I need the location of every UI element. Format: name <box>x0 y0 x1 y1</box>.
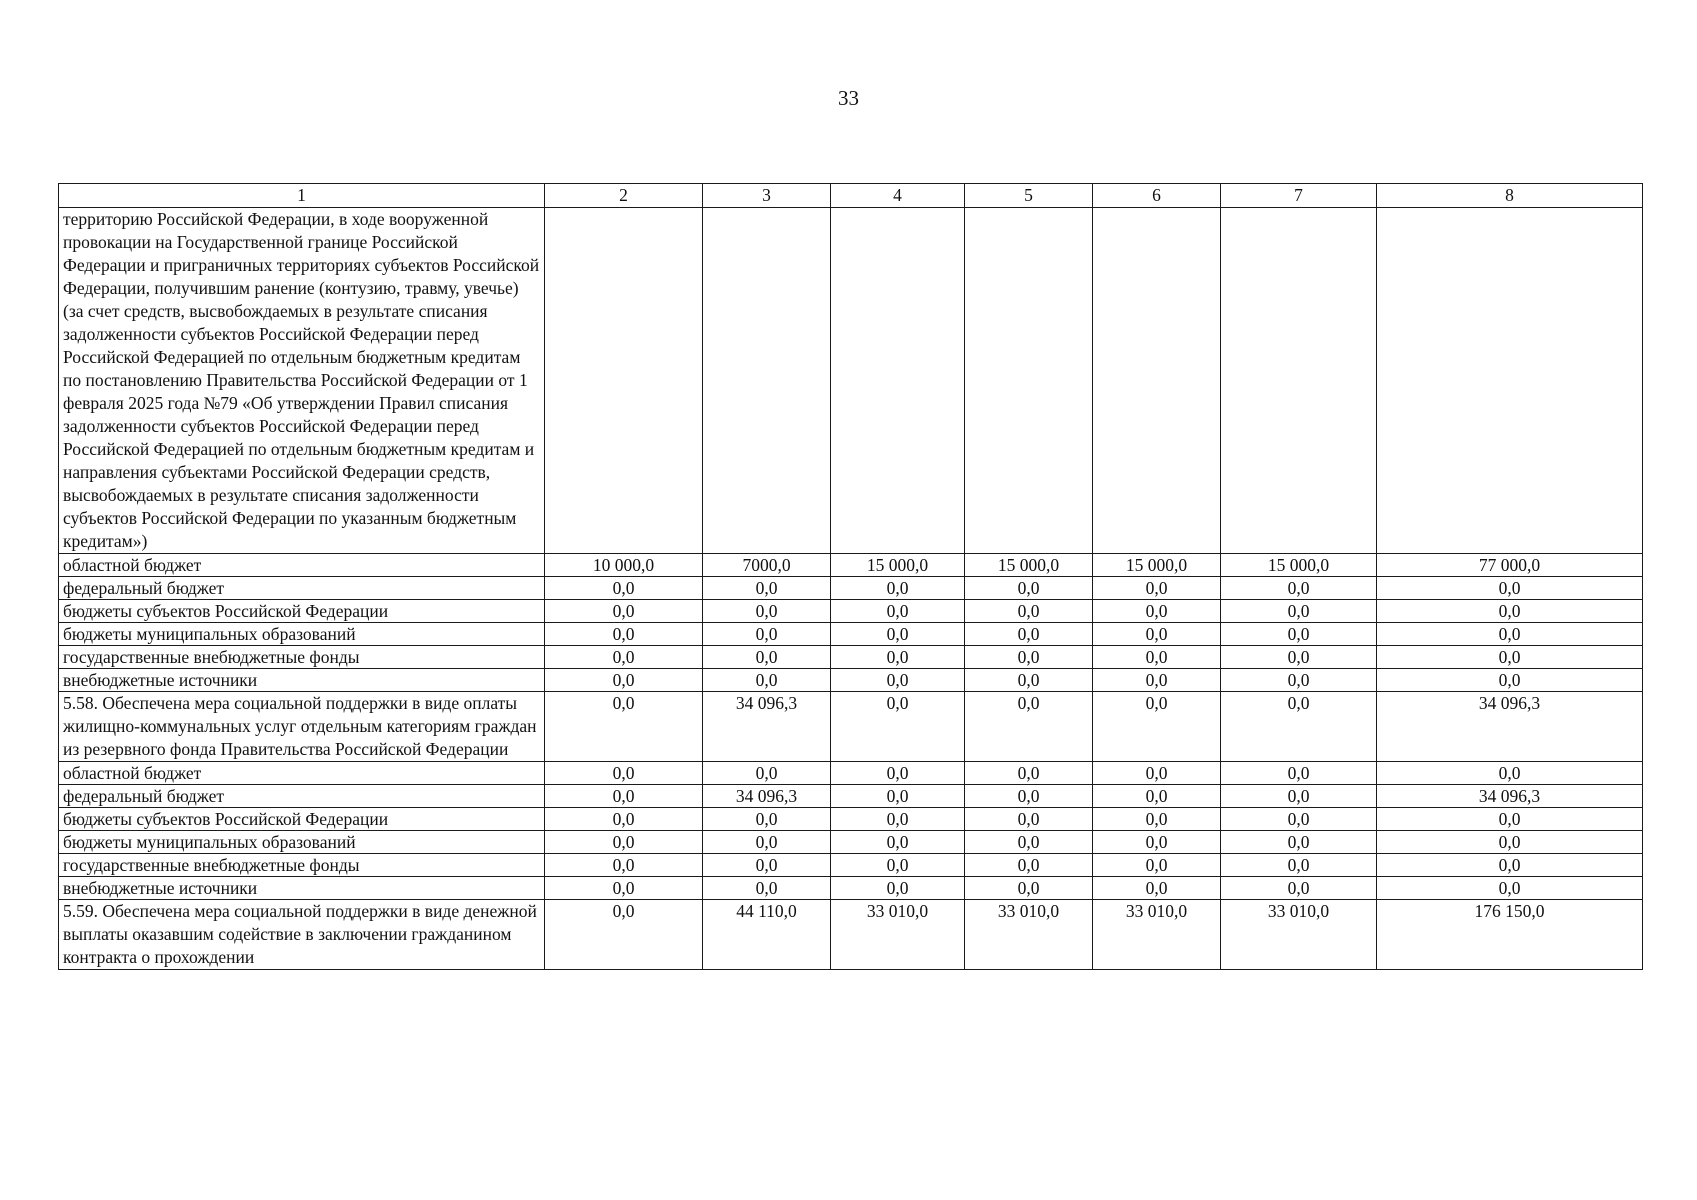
value-cell-col-6: 0,0 <box>1093 623 1221 646</box>
value-cell-col-2: 0,0 <box>545 646 703 669</box>
measure-description: территорию Российской Федерации, в ходе вооруженной провокации на Государственной границе Российской Федерации и приграничных территориях субъектов Российской Федерации, получившим ранение (контузию, травму, увечье) (за счет средств, высвобождаемых в результате списания задолженности субъектов Российской Федерации перед Российской Федерацией по отдельным бюджетным кредитам по постановлению Правительства Российской Федерации от 1 февраля 2025 года №79 «Об утверждении Правил списания задолженности субъектов Российской Федерации перед Российской Федерацией по отдельным бюджетным кредитам и направления субъектами Российской Федерации средств, высвобождаемых в результате списания задолженности субъектов Российской Федерации по указанным бюджетным кредитам») <box>59 208 545 554</box>
measure-description: 5.59. Обеспечена мера социальной поддержки в виде денежной выплаты оказавшим содействие в заключении гражданином контракта о прохождении <box>59 900 545 970</box>
table-header <box>59 184 1643 208</box>
value-cell-col-8 <box>1377 208 1643 554</box>
value-cell-col-6: 0,0 <box>1093 831 1221 854</box>
value-cell-col-8: 0,0 <box>1377 831 1643 854</box>
value-cell-col-4: 0,0 <box>831 669 965 692</box>
value-cell-col-3: 0,0 <box>703 669 831 692</box>
value-cell-col-6: 0,0 <box>1093 808 1221 831</box>
column-header-1: 1 <box>59 184 545 208</box>
value-cell-col-3: 0,0 <box>703 808 831 831</box>
table-row-source <box>59 669 1643 692</box>
table-row-source <box>59 577 1643 600</box>
value-cell-col-2: 0,0 <box>545 623 703 646</box>
value-cell-col-6: 0,0 <box>1093 785 1221 808</box>
funding-source-label: бюджеты муниципальных образований <box>59 831 545 854</box>
value-cell-col-5: 0,0 <box>965 762 1093 785</box>
value-cell-col-8: 0,0 <box>1377 808 1643 831</box>
value-cell-col-7: 0,0 <box>1221 577 1377 600</box>
value-cell-col-5: 0,0 <box>965 669 1093 692</box>
value-cell-col-5: 0,0 <box>965 646 1093 669</box>
value-cell-col-4: 0,0 <box>831 600 965 623</box>
table-row-measure <box>59 208 1643 554</box>
table-row-source <box>59 623 1643 646</box>
column-header-3: 3 <box>703 184 831 208</box>
value-cell-col-7: 0,0 <box>1221 831 1377 854</box>
table-row-source <box>59 808 1643 831</box>
header-row <box>59 184 1643 208</box>
budget-table <box>58 183 1643 970</box>
value-cell-col-8: 34 096,3 <box>1377 692 1643 762</box>
value-cell-col-3: 44 110,0 <box>703 900 831 970</box>
value-cell-col-4: 0,0 <box>831 785 965 808</box>
funding-source-label: бюджеты субъектов Российской Федерации <box>59 600 545 623</box>
value-cell-col-7: 0,0 <box>1221 877 1377 900</box>
value-cell-col-7: 0,0 <box>1221 646 1377 669</box>
value-cell-col-2: 0,0 <box>545 808 703 831</box>
value-cell-col-4: 0,0 <box>831 854 965 877</box>
value-cell-col-8: 0,0 <box>1377 854 1643 877</box>
value-cell-col-4 <box>831 208 965 554</box>
value-cell-col-6: 33 010,0 <box>1093 900 1221 970</box>
value-cell-col-7: 0,0 <box>1221 762 1377 785</box>
value-cell-col-3: 0,0 <box>703 646 831 669</box>
measure-description: 5.58. Обеспечена мера социальной поддержки в виде оплаты жилищно-коммунальных услуг отдельным категориям граждан из резервного фонда Правительства Российской Федерации <box>59 692 545 762</box>
value-cell-col-6 <box>1093 208 1221 554</box>
value-cell-col-7 <box>1221 208 1377 554</box>
value-cell-col-5: 0,0 <box>965 854 1093 877</box>
value-cell-col-2: 0,0 <box>545 600 703 623</box>
value-cell-col-6: 0,0 <box>1093 577 1221 600</box>
value-cell-col-7: 0,0 <box>1221 669 1377 692</box>
funding-source-label: бюджеты субъектов Российской Федерации <box>59 808 545 831</box>
value-cell-col-3: 34 096,3 <box>703 692 831 762</box>
funding-source-label: областной бюджет <box>59 554 545 577</box>
value-cell-col-3: 0,0 <box>703 623 831 646</box>
value-cell-col-2: 0,0 <box>545 831 703 854</box>
value-cell-col-5: 0,0 <box>965 808 1093 831</box>
table-row-source <box>59 785 1643 808</box>
value-cell-col-3: 0,0 <box>703 577 831 600</box>
value-cell-col-8: 0,0 <box>1377 762 1643 785</box>
value-cell-col-2: 0,0 <box>545 900 703 970</box>
column-header-5: 5 <box>965 184 1093 208</box>
value-cell-col-6: 0,0 <box>1093 877 1221 900</box>
value-cell-col-7: 0,0 <box>1221 785 1377 808</box>
value-cell-col-5: 0,0 <box>965 600 1093 623</box>
table-row-source <box>59 831 1643 854</box>
value-cell-col-5: 15 000,0 <box>965 554 1093 577</box>
value-cell-col-5 <box>965 208 1093 554</box>
value-cell-col-7: 0,0 <box>1221 854 1377 877</box>
value-cell-col-2: 0,0 <box>545 785 703 808</box>
value-cell-col-4: 0,0 <box>831 877 965 900</box>
value-cell-col-6: 0,0 <box>1093 600 1221 623</box>
table-row-source <box>59 646 1643 669</box>
funding-source-label: внебюджетные источники <box>59 877 545 900</box>
value-cell-col-3: 0,0 <box>703 877 831 900</box>
value-cell-col-4: 33 010,0 <box>831 900 965 970</box>
value-cell-col-3: 0,0 <box>703 762 831 785</box>
funding-source-label: бюджеты муниципальных образований <box>59 623 545 646</box>
value-cell-col-4: 0,0 <box>831 762 965 785</box>
value-cell-col-3: 7000,0 <box>703 554 831 577</box>
value-cell-col-7: 0,0 <box>1221 808 1377 831</box>
value-cell-col-5: 33 010,0 <box>965 900 1093 970</box>
value-cell-col-8: 34 096,3 <box>1377 785 1643 808</box>
value-cell-col-2: 10 000,0 <box>545 554 703 577</box>
value-cell-col-3 <box>703 208 831 554</box>
value-cell-col-3: 0,0 <box>703 854 831 877</box>
value-cell-col-8: 0,0 <box>1377 577 1643 600</box>
value-cell-col-5: 0,0 <box>965 577 1093 600</box>
value-cell-col-5: 0,0 <box>965 692 1093 762</box>
value-cell-col-6: 15 000,0 <box>1093 554 1221 577</box>
value-cell-col-6: 0,0 <box>1093 646 1221 669</box>
value-cell-col-7: 0,0 <box>1221 600 1377 623</box>
table-row-source <box>59 600 1643 623</box>
value-cell-col-5: 0,0 <box>965 831 1093 854</box>
funding-source-label: государственные внебюджетные фонды <box>59 854 545 877</box>
table-row-source <box>59 762 1643 785</box>
value-cell-col-2: 0,0 <box>545 877 703 900</box>
table-row-source <box>59 554 1643 577</box>
value-cell-col-6: 0,0 <box>1093 854 1221 877</box>
value-cell-col-2: 0,0 <box>545 577 703 600</box>
value-cell-col-5: 0,0 <box>965 785 1093 808</box>
value-cell-col-4: 0,0 <box>831 808 965 831</box>
value-cell-col-3: 34 096,3 <box>703 785 831 808</box>
table-row-measure <box>59 692 1643 762</box>
value-cell-col-6: 0,0 <box>1093 692 1221 762</box>
value-cell-col-8: 77 000,0 <box>1377 554 1643 577</box>
value-cell-col-2: 0,0 <box>545 669 703 692</box>
value-cell-col-5: 0,0 <box>965 623 1093 646</box>
value-cell-col-3: 0,0 <box>703 600 831 623</box>
column-header-2: 2 <box>545 184 703 208</box>
value-cell-col-4: 0,0 <box>831 646 965 669</box>
value-cell-col-2 <box>545 208 703 554</box>
value-cell-col-8: 176 150,0 <box>1377 900 1643 970</box>
value-cell-col-2: 0,0 <box>545 854 703 877</box>
value-cell-col-8: 0,0 <box>1377 623 1643 646</box>
column-header-6: 6 <box>1093 184 1221 208</box>
page-number: 33 <box>838 86 859 110</box>
value-cell-col-2: 0,0 <box>545 762 703 785</box>
value-cell-col-7: 15 000,0 <box>1221 554 1377 577</box>
value-cell-col-7: 0,0 <box>1221 692 1377 762</box>
value-cell-col-7: 0,0 <box>1221 623 1377 646</box>
funding-source-label: федеральный бюджет <box>59 785 545 808</box>
value-cell-col-6: 0,0 <box>1093 762 1221 785</box>
funding-source-label: внебюджетные источники <box>59 669 545 692</box>
value-cell-col-8: 0,0 <box>1377 877 1643 900</box>
column-header-7: 7 <box>1221 184 1377 208</box>
value-cell-col-4: 0,0 <box>831 623 965 646</box>
value-cell-col-8: 0,0 <box>1377 669 1643 692</box>
value-cell-col-3: 0,0 <box>703 831 831 854</box>
value-cell-col-5: 0,0 <box>965 877 1093 900</box>
funding-source-label: областной бюджет <box>59 762 545 785</box>
table-row-source <box>59 877 1643 900</box>
value-cell-col-4: 15 000,0 <box>831 554 965 577</box>
value-cell-col-4: 0,0 <box>831 692 965 762</box>
funding-source-label: государственные внебюджетные фонды <box>59 646 545 669</box>
value-cell-col-2: 0,0 <box>545 692 703 762</box>
value-cell-col-7: 33 010,0 <box>1221 900 1377 970</box>
value-cell-col-4: 0,0 <box>831 831 965 854</box>
funding-source-label: федеральный бюджет <box>59 577 545 600</box>
table-row-source <box>59 854 1643 877</box>
column-header-8: 8 <box>1377 184 1643 208</box>
value-cell-col-8: 0,0 <box>1377 646 1643 669</box>
value-cell-col-6: 0,0 <box>1093 669 1221 692</box>
value-cell-col-4: 0,0 <box>831 577 965 600</box>
value-cell-col-8: 0,0 <box>1377 600 1643 623</box>
table-row-measure <box>59 900 1643 970</box>
column-header-4: 4 <box>831 184 965 208</box>
table-body <box>59 208 1643 970</box>
